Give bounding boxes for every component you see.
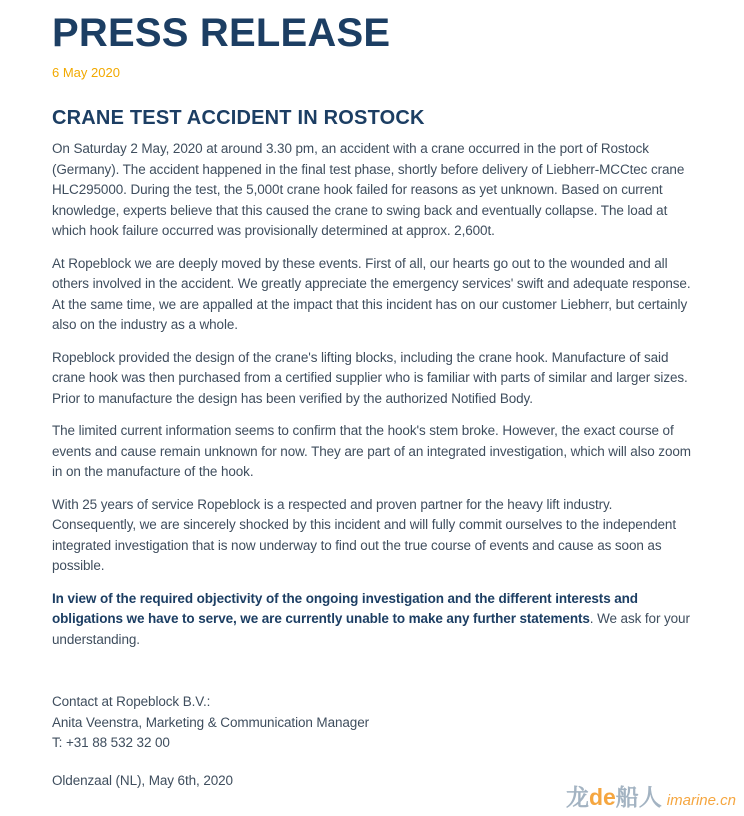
- paragraph-statement: [52, 589, 693, 651]
- paragraph-accident-summary: On Saturday 2 May, 2020 at around 3.30 pm, an accident with a crane occurred in the port of Rostock (Germany). The accident happened in the final test phase, shortly before delivery of Liebherr-MCCtec crane HLC295000. During the test, the 5,000t crane hook failed for reasons as yet unknown. Based on current knowledge, experts believe that this caused the crane to swing back and eventually collapse. The load at which hook failure occurred was provisionally determined at approx. 2,600t.: [52, 141, 685, 238]
- release-date: 6 May 2020: [52, 65, 120, 80]
- page-title: PRESS RELEASE: [52, 11, 391, 55]
- paragraph-stem-broke: The limited current information seems to confirm that the hook's stem broke. However, the exact course of events and cause remain unknown for now. They are part of an integrated investigation, which will also zoom in on the manufacture of the hook.: [52, 423, 691, 479]
- watermark-site-url: imarine.cn: [666, 792, 736, 809]
- article-heading: CRANE TEST ACCIDENT IN ROSTOCK: [52, 107, 425, 129]
- paragraph-sympathy: At Ropeblock we are deeply moved by these events. First of all, our hearts go out to the wounded and all others involved in the accident. We greatly appreciate the emergency services' swift and adequate response. At the same time, we are appalled at the impact that this incident has on our customer Liebherr, but certainly also on the industry as a whole.: [52, 255, 691, 332]
- watermark-de: de: [588, 784, 616, 810]
- statement-bold-text: In view of the required objectivity of the ongoing investigation and the different interests and obligations we have to serve, we are currently unable to make any further statements: [52, 590, 638, 626]
- contact-heading: Contact at Ropeblock B.V.:: [52, 694, 211, 709]
- contact-phone: T: +31 88 532 32 00: [52, 735, 170, 750]
- contact-person: Anita Veenstra, Marketing & Communication Manager: [52, 714, 370, 730]
- contact-block: [52, 692, 693, 754]
- paragraph-investigation-commitment: With 25 years of service Ropeblock is a respected and proven partner for the heavy lift industry. Consequently, we are sincerely shocked by this incident and will fully commit ourselves to the independent integrated investigation that is now underway to find out the true course of events and cause as soon as possible.: [52, 496, 676, 573]
- watermark: [566, 786, 736, 809]
- press-release-page: [52, 12, 693, 791]
- watermark-cn-second: 船人: [615, 784, 662, 810]
- statement-rest-text: . We ask for your understanding.: [52, 611, 690, 647]
- dateline: Oldenzaal (NL), May 6th, 2020: [52, 772, 233, 788]
- watermark-cn-first: 龙: [565, 784, 589, 810]
- paragraph-design-supplier: Ropeblock provided the design of the crane's lifting blocks, including the crane hook. Manufacture of said crane hook was then purchased from a certified supplier who is familiar with parts of similar and larger sizes. Prior to manufacture the design has been verified by the authorized Notified Body.: [52, 349, 688, 406]
